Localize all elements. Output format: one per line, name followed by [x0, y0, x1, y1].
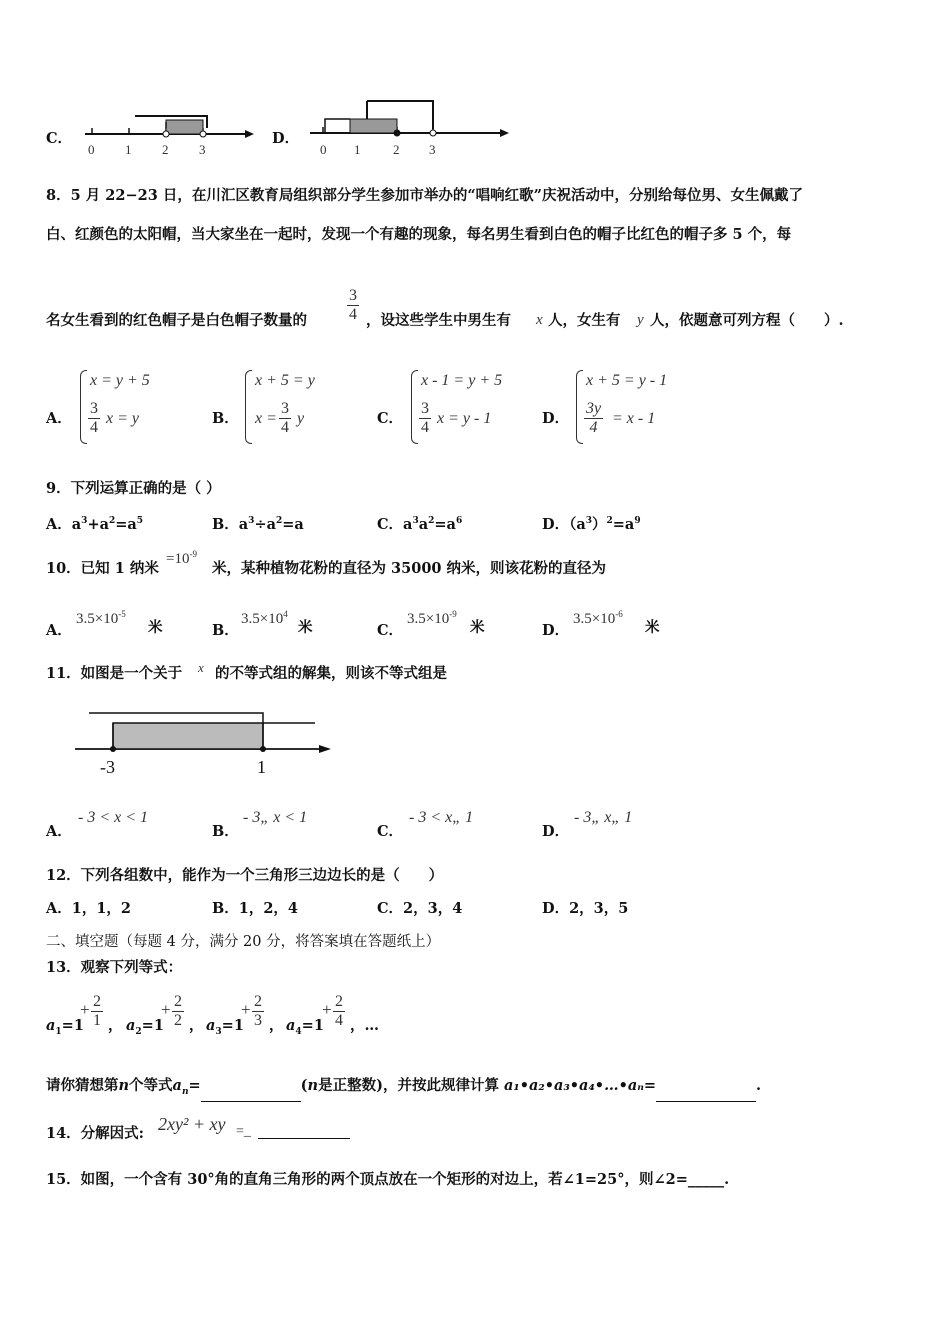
- q7-d-tick-1: 1: [354, 142, 361, 157]
- q10-option-b-unit: 米: [298, 619, 313, 636]
- q11-tick-left: -3: [100, 757, 115, 777]
- q11-tick-right: 1: [257, 757, 266, 777]
- q14-stem: 14．分解因式:: [46, 1125, 145, 1142]
- q10-option-d-label[interactable]: D．: [542, 622, 570, 639]
- q11-option-a-label[interactable]: A．: [46, 823, 72, 840]
- q8-option-c-label[interactable]: C．: [377, 410, 404, 427]
- q11-option-c-label[interactable]: C．: [377, 823, 404, 840]
- q7-option-c-label[interactable]: C．: [46, 130, 73, 147]
- q11-option-c-expr[interactable]: - 3 < x„ 1: [409, 809, 474, 826]
- q12-option-c[interactable]: C．2，3，4: [377, 900, 463, 917]
- q9-option-b[interactable]: B．$a^3\div a^2=a$: [212, 515, 304, 533]
- q7-c-tick-2: 2: [162, 142, 169, 157]
- q7-c-tick-1: 1: [125, 142, 132, 157]
- q11-option-b-expr[interactable]: - 3„ x < 1: [243, 809, 308, 826]
- q7-d-tick-3: 3: [429, 142, 436, 157]
- q10-stem-a: 10．已知 1 纳米: [46, 560, 159, 577]
- q14-equals: =_: [236, 1124, 251, 1139]
- q8-option-d-system[interactable]: x + 5 = y - 1 $\frac{3y}{4}$ = x - 1: [576, 370, 696, 446]
- q14-expression: 2xy² + xy: [158, 1114, 226, 1134]
- q11-option-d-expr[interactable]: - 3„ x„ 1: [574, 809, 633, 826]
- q11-option-b-label[interactable]: B．: [212, 823, 239, 840]
- q11-option-d-label[interactable]: D．: [542, 823, 570, 840]
- q8-line-3b: ，设这些学生中男生有: [366, 312, 511, 329]
- q11-var-x: x: [198, 660, 204, 675]
- q9-option-d[interactable]: D．$(a^3)^2=a^9$: [542, 515, 641, 533]
- q13-stem: 13．观察下列等式：: [46, 959, 183, 976]
- q7-c-tick-3: 3: [199, 142, 206, 157]
- q15-stem: 15．如图，一个含有 30°角的直角三角形的两个顶点放在一个矩形的对边上，若∠1=25°，则∠2=_____.: [46, 1171, 730, 1188]
- q11-stem-a: 11．如图是一个关于: [46, 665, 183, 682]
- q11-stem-b: 的不等式组的解集，则该不等式组是: [215, 665, 447, 682]
- q8-line-3a: 名女生看到的红色帽子是白色帽子数量的: [46, 312, 307, 329]
- q9-stem: 9．下列运算正确的是（ ）: [46, 480, 221, 497]
- q8-option-b-label[interactable]: B．: [212, 410, 239, 427]
- q8-line-1: 8．5 月 22−23 日，在川汇区教育局组织部分学生参加市举办的“唱响红歌”庆祝活动中，分别给每位男、女生佩戴了: [46, 187, 804, 204]
- q10-stem-b: 米，某种植物花粉的直径为 35000 纳米，则该花粉的直径为: [212, 560, 607, 577]
- q7-option-d-label[interactable]: D．: [272, 130, 300, 147]
- q8-option-a-label[interactable]: A．: [46, 410, 72, 427]
- q9-option-a[interactable]: A．$a^3+a^2=a^5$: [46, 515, 144, 533]
- q9-option-c[interactable]: C．$a^3a^2=a^6$: [377, 515, 463, 533]
- q12-option-d[interactable]: D．2，3，5: [542, 900, 629, 917]
- q10-option-c-label[interactable]: C．: [377, 622, 404, 639]
- q8-var-y: y: [637, 312, 644, 328]
- q13-answer-blank-2[interactable]: [656, 1101, 756, 1102]
- q12-stem: 12．下列各组数中，能作为一个三角形三边边长的是（ ）: [46, 867, 444, 884]
- q8-option-b-system[interactable]: x + 5 = y x = $\frac{3}{4}$ y: [245, 370, 345, 446]
- q8-line-3d: 人，依题意可列方程（ ）.: [650, 312, 844, 329]
- q8-option-d-label[interactable]: D．: [542, 410, 570, 427]
- q10-option-a-label[interactable]: A．: [46, 622, 72, 639]
- q10-option-c-value[interactable]: $3.5\times 10^{-9}$: [407, 609, 457, 627]
- q13-guess-line: 请你猜想第n个等式$a_n= (n$是正整数)，并按此规律计算 a₁•a₂•a₃•a₄•…•aₙ= .: [46, 1076, 761, 1102]
- q14-answer-blank[interactable]: [258, 1138, 350, 1139]
- q11-number-line-figure: [75, 705, 340, 765]
- q8-fraction: $\frac{3}{4}$: [349, 287, 357, 323]
- q13-answer-blank-1[interactable]: [201, 1101, 301, 1102]
- q10-option-c-unit: 米: [470, 619, 485, 636]
- q8-var-x: x: [536, 312, 543, 328]
- q10-option-b-value[interactable]: $3.5\times 10^4$: [241, 609, 288, 627]
- q11-option-a-expr[interactable]: - 3 < x < 1: [78, 809, 149, 826]
- q10-option-d-value[interactable]: $3.5\times 10^{-6}$: [573, 609, 623, 627]
- q10-option-d-unit: 米: [645, 619, 660, 636]
- q8-option-c-system[interactable]: x - 1 = y + 5 $\frac{3}{4}$ x = y - 1: [411, 370, 531, 446]
- q7-d-tick-2: 2: [393, 142, 400, 157]
- q8-line-2: 白、红颜色的太阳帽，当大家坐在一起时，发现一个有趣的现象，每名男生看到白色的帽子比红色的帽子多 5 个，每: [46, 226, 792, 243]
- q12-option-b[interactable]: B．1，2，4: [212, 900, 299, 917]
- q10-option-b-label[interactable]: B．: [212, 622, 239, 639]
- q10-stem-eq: $=10^{-9}$: [166, 549, 197, 567]
- q8-option-a-system[interactable]: x = y + 5 $\frac{3}{4}$ x = y: [80, 370, 180, 446]
- q10-option-a-unit: 米: [148, 619, 163, 636]
- q12-option-a[interactable]: A．1，1，2: [46, 900, 132, 917]
- q10-option-a-value[interactable]: $3.5\times 10^{-5}$: [76, 609, 126, 627]
- q7-d-tick-0: 0: [320, 142, 327, 157]
- q8-line-3c: 人，女生有: [548, 312, 621, 329]
- section-2-heading: 二、填空题（每题 4 分，满分 20 分，将答案填在答题纸上）: [46, 934, 441, 950]
- q7-c-tick-0: 0: [88, 142, 95, 157]
- q7-option-d-number-line: [305, 95, 510, 155]
